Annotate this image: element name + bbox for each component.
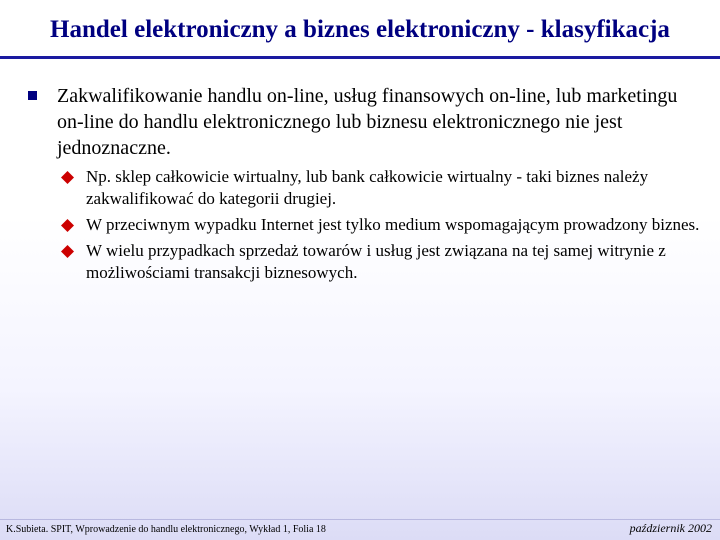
sub-bullet-text: W przeciwnym wypadku Internet jest tylko medium wspomagającym prowadzony biznes. bbox=[86, 215, 700, 234]
slide-content bbox=[28, 83, 708, 288]
footer-divider bbox=[0, 519, 720, 520]
diamond-bullet-icon bbox=[61, 245, 74, 258]
sub-bullet-text: Np. sklep całkowicie wirtualny, lub bank całkowicie wirtualny - taki biznes należy zakwalifikować do kategorii drugiej. bbox=[86, 167, 649, 208]
footer-citation: K.Subieta. SPIT, Wprowadzenie do handlu elektronicznego, Wykład 1, Folia 18 bbox=[6, 524, 326, 535]
main-bullet-point bbox=[28, 83, 708, 161]
sub-bullet-text: W wielu przypadkach sprzedaż towarów i usług jest związana na tej samej witrynie z możliwościami transakcji biznesowych. bbox=[86, 241, 666, 282]
main-bullet-text: Zakwalifikowanie handlu on-line, usług finansowych on-line, lub marketingu on-line do handlu elektronicznego lub biznesu elektronicznego nie jest jednoznaczne. bbox=[57, 85, 678, 159]
diamond-bullet-icon bbox=[61, 219, 74, 232]
footer-date: październik 2002 bbox=[629, 521, 712, 535]
title-underline bbox=[0, 56, 720, 59]
sub-bullet-point bbox=[59, 166, 708, 210]
sub-bullet-list bbox=[59, 166, 708, 284]
slide-title: Handel elektroniczny a biznes elektroniczny - klasyfikacja bbox=[50, 16, 670, 43]
diamond-bullet-icon bbox=[61, 171, 74, 184]
square-bullet-icon bbox=[28, 91, 37, 100]
sub-bullet-point bbox=[59, 240, 708, 284]
sub-bullet-point bbox=[59, 214, 708, 236]
